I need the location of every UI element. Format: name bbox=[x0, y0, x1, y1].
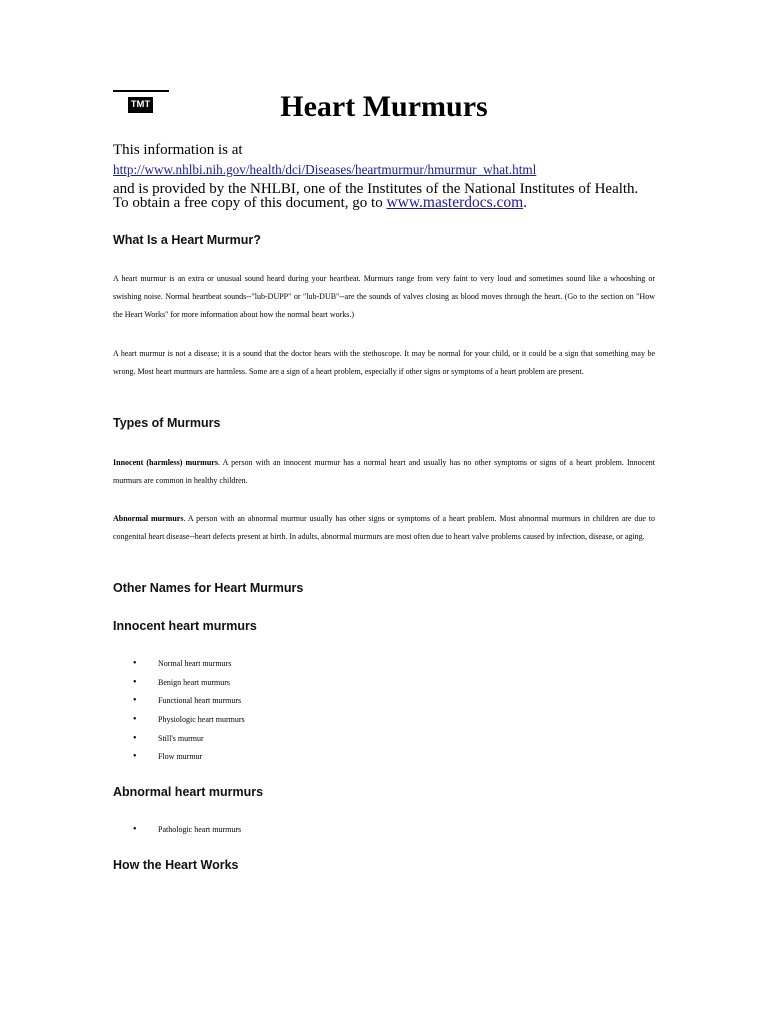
heading-types: Types of Murmurs bbox=[113, 416, 221, 430]
list-item: • Functional heart murmurs bbox=[133, 692, 245, 711]
source-info bbox=[113, 141, 658, 199]
source-prefix: This information is at bbox=[113, 142, 243, 158]
bullet: • bbox=[133, 732, 137, 744]
bullet: • bbox=[133, 676, 137, 688]
page-title: Heart Murmurs bbox=[280, 90, 488, 123]
masterdocs-link[interactable]: www.masterdocs.com bbox=[386, 194, 524, 211]
list-item: • Physiologic heart murmurs bbox=[133, 711, 245, 730]
bullet: • bbox=[133, 714, 137, 726]
logo-mark: TMT bbox=[128, 97, 153, 113]
term-abnormal: Abnormal murmurs bbox=[113, 514, 184, 523]
source-provider: and is provided by the NHLBI, one of the Institutes of the National Institutes of Health. bbox=[113, 181, 639, 197]
heading-other-names: Other Names for Heart Murmurs bbox=[113, 581, 304, 595]
paragraph-what-is-2: A heart murmur is not a disease; it is a sound that the doctor hears with the stethoscope. It may be normal for your child, or it could be a sign that something may be wrong. Most heart murmurs are harmless. Some are a sign of a heart problem, especially if other signs or symptoms of a heart problem are present. bbox=[113, 349, 655, 376]
paragraph-what-is-1: A heart murmur is an extra or unusual sound heard during your heartbeat. Murmurs range from very faint to very loud and sometimes sound like a whooshing or swishing noise. Normal heartbeat sounds--"lub-DUPP" or "lub-DUB"--are the sounds of valves closing as blood moves through the heart. (Go to the section on "How the Heart Works" for more information about how the normal heart works.) bbox=[113, 274, 655, 319]
copy-suffix: . bbox=[523, 195, 527, 211]
paragraph-abnormal bbox=[113, 510, 655, 546]
list-item: • Benign heart murmurs bbox=[133, 674, 245, 693]
bullet: • bbox=[133, 751, 137, 763]
term-innocent: Innocent (harmless) murmurs bbox=[113, 458, 218, 467]
heading-what-is: What Is a Heart Murmur? bbox=[113, 233, 261, 247]
copy-prefix: To obtain a free copy of this document, go to bbox=[113, 195, 387, 211]
list-item: • Still's murmur bbox=[133, 730, 245, 749]
abnormal-names-list bbox=[133, 821, 241, 840]
bullet: • bbox=[133, 695, 137, 707]
text-abnormal: . A person with an abnormal murmur usually has other signs or symptoms of a heart problem. Most abnormal murmurs in children are due to congenital heart disease--heart defects present at birth. In adults, abnormal murmurs are most often due to heart valve problems caused by infection, disease, or aging. bbox=[113, 514, 655, 541]
list-item: • Flow murmur bbox=[133, 748, 245, 767]
copy-info bbox=[113, 193, 658, 213]
paragraph-innocent bbox=[113, 454, 655, 490]
bullet: • bbox=[133, 658, 137, 669]
list-item: • Normal heart murmurs bbox=[133, 655, 245, 674]
heading-abnormal-names: Abnormal heart murmurs bbox=[113, 785, 264, 799]
innocent-names-list bbox=[133, 655, 245, 767]
list-item: • Pathologic heart murmurs bbox=[133, 821, 241, 840]
heading-innocent-names: Innocent heart murmurs bbox=[113, 619, 257, 633]
heading-how-heart-works: How the Heart Works bbox=[113, 858, 239, 872]
text-innocent: . A person with an innocent murmur has a normal heart and usually has no other symptoms or signs of a heart problem. Innocent murmurs are common in healthy children. bbox=[113, 458, 655, 485]
source-url-link[interactable]: http://www.nhlbi.nih.gov/health/dci/Diseases/heartmurmur/hmurmur_what.html bbox=[113, 162, 537, 177]
bullet: • bbox=[133, 824, 137, 835]
